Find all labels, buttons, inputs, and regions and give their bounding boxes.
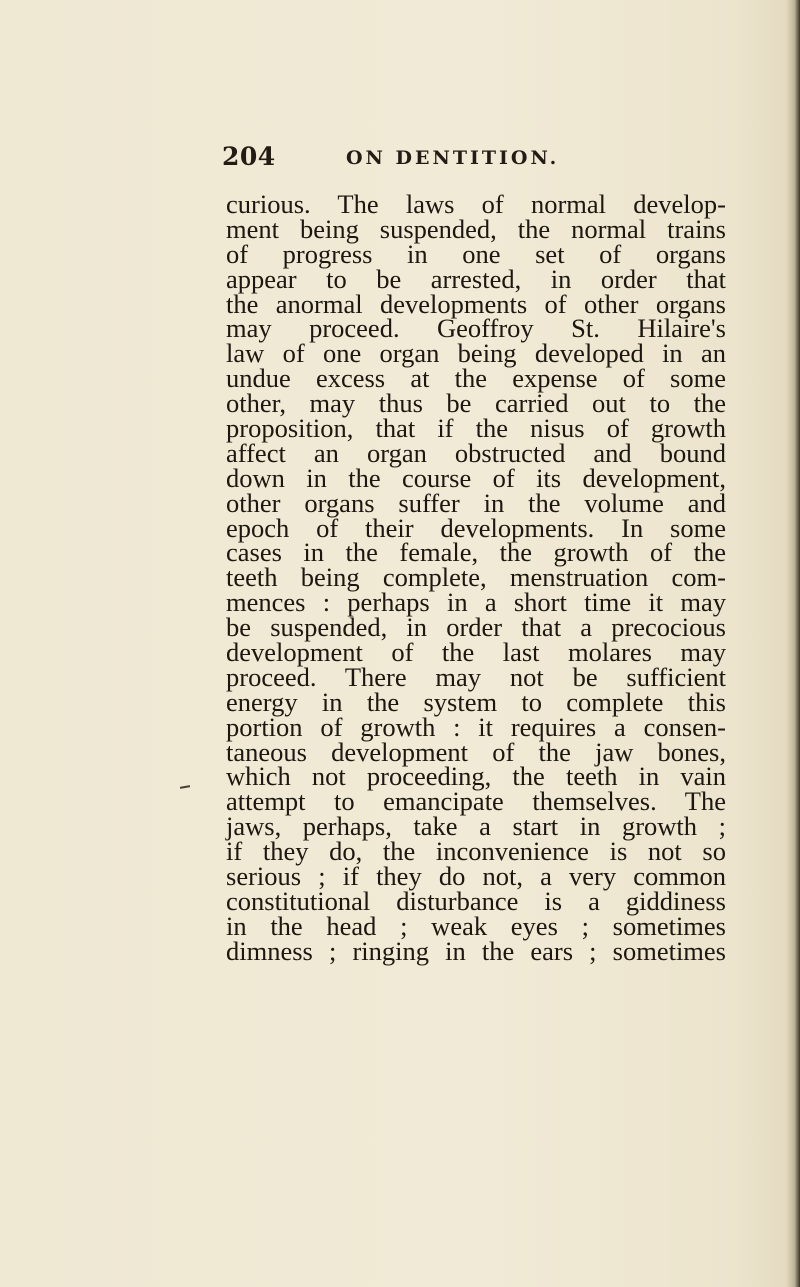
text-line: proceed. There may not be sufficient xyxy=(226,661,726,692)
text-line: serious ; if they do not, a very common xyxy=(226,861,726,892)
section-title: ON DENTITION. xyxy=(346,147,560,169)
text-line: other organs suffer in the volume and xyxy=(226,487,726,518)
text-line: proposition, that if the nisus of growth xyxy=(226,413,726,444)
text-line: constitutional disturbance is a giddiness xyxy=(226,885,726,916)
text-line: jaws, perhaps, take a start in growth ; xyxy=(226,811,726,842)
text-line: affect an organ obstructed and bound xyxy=(226,437,726,468)
running-head xyxy=(222,142,742,176)
text-line: in the head ; weak eyes ; sometimes xyxy=(226,910,726,941)
page-edge-shadow xyxy=(786,0,800,1287)
text-line: of progress in one set of organs xyxy=(226,238,726,269)
text-line: portion of growth : it requires a consen- xyxy=(226,711,726,742)
text-line: attempt to emancipate themselves. The xyxy=(226,786,726,817)
text-line: if they do, the inconvenience is not so xyxy=(226,836,726,867)
text-line: which not proceeding, the teeth in vain xyxy=(226,761,726,792)
text-line: appear to be arrested, in order that xyxy=(226,263,726,294)
text-line: cases in the female, the growth of the xyxy=(226,537,726,568)
text-line: may proceed. Geoffroy St. Hilaire's xyxy=(226,313,726,344)
text-line: law of one organ being developed in an xyxy=(226,338,726,369)
text-line: other, may thus be carried out to the xyxy=(226,388,726,419)
body-text xyxy=(226,189,726,966)
margin-mark xyxy=(180,785,190,789)
text-line: mences : perhaps in a short time it may xyxy=(226,587,726,618)
text-line: undue excess at the expense of some xyxy=(226,363,726,394)
text-line: energy in the system to complete this xyxy=(226,686,726,717)
text-line: be suspended, in order that a precocious xyxy=(226,612,726,643)
page-number: 204 xyxy=(222,142,276,171)
text-line: teeth being complete, menstruation com- xyxy=(226,562,726,593)
text-line: the anormal developments of other organs xyxy=(226,288,726,319)
text-line: development of the last molares may xyxy=(226,637,726,668)
text-line: dimness ; ringing in the ears ; sometimes xyxy=(226,935,726,966)
text-line: down in the course of its development, xyxy=(226,462,726,493)
text-line: epoch of their developments. In some xyxy=(226,512,726,543)
text-line: taneous development of the jaw bones, xyxy=(226,736,726,767)
text-line: curious. The laws of normal develop- xyxy=(226,189,726,219)
text-line: ment being suspended, the normal trains xyxy=(226,213,726,244)
